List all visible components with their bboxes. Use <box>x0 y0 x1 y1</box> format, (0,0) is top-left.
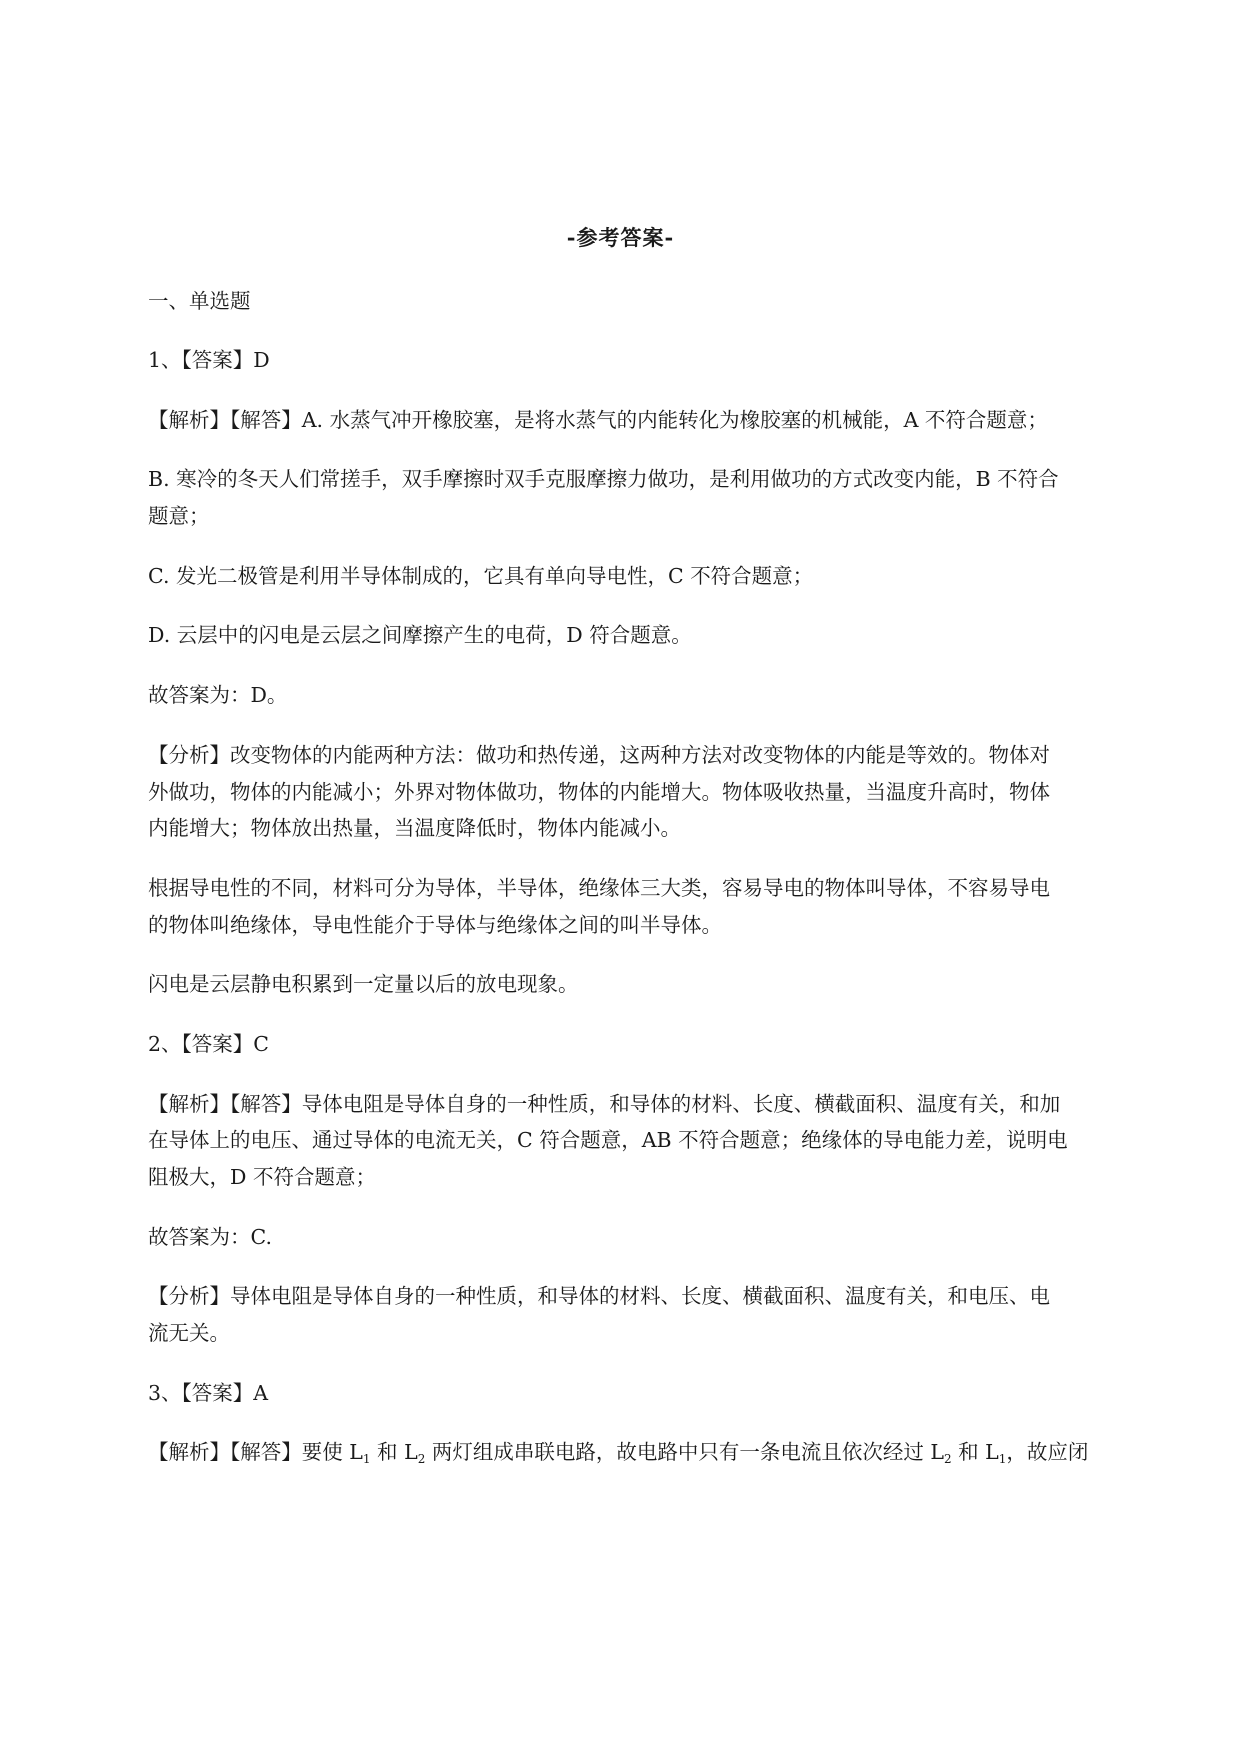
subscript: 2 <box>943 1452 952 1466</box>
q3-line-1 <box>148 1440 1093 1466</box>
q1-line-4: C. 发光二极管是利用半导体制成的，它具有单向导电性，C 不符合题意； <box>148 564 814 588</box>
q2-line-2: 在导体上的电压、通过导体的电流无关，C 符合题意，AB 不符合题意；绝缘体的导电能力差，说明电 <box>148 1128 1068 1152</box>
q2-line-5: 【分析】导体电阻是导体自身的一种性质，和导体的材料、长度、横截面积、温度有关，和电压、电 <box>148 1284 1050 1308</box>
page-title: -参考答案- <box>566 225 675 250</box>
q3-text-part: 和 L <box>951 1440 999 1464</box>
q3-text-part: 和 L <box>370 1440 418 1464</box>
q1-line-6: 故答案为：D。 <box>148 683 288 707</box>
q2-line-1: 【解析】【解答】导体电阻是导体自身的一种性质，和导体的材料、长度、横截面积、温度有关，和加 <box>148 1092 1061 1116</box>
q1-line-7: 【分析】改变物体的内能两种方法：做功和热传递，这两种方法对改变物体的内能是等效的。物体对 <box>148 743 1050 767</box>
q1-line-9: 内能增大；物体放出热量，当温度降低时，物体内能减小。 <box>148 816 681 840</box>
answer-3: 3、【答案】A <box>148 1381 269 1405</box>
q1-line-12: 闪电是云层静电积累到一定量以后的放电现象。 <box>148 972 579 996</box>
q2-line-3: 阻极大，D 不符合题意； <box>148 1165 376 1189</box>
q1-line-1: 【解析】【解答】A. 水蒸气冲开橡胶塞，是将水蒸气的内能转化为橡胶塞的机械能，A 不符合题意； <box>148 408 1048 432</box>
q1-line-3: 题意； <box>148 504 210 528</box>
q1-line-11: 的物体叫绝缘体，导电性能介于导体与绝缘体之间的叫半导体。 <box>148 913 722 937</box>
q3-text-part: ，故应闭 <box>1006 1440 1089 1464</box>
q3-text-part: 两灯组成串联电路，故电路中只有一条电流且依次经过 L <box>425 1440 944 1464</box>
subscript: 1 <box>362 1452 371 1466</box>
q2-line-6: 流无关。 <box>148 1321 230 1345</box>
q1-line-8: 外做功，物体的内能减小；外界对物体做功，物体的内能增大。物体吸收热量，当温度升高时，物体 <box>148 780 1050 804</box>
q2-line-4: 故答案为：C. <box>148 1225 272 1249</box>
section-heading: 一、单选题 <box>148 289 251 313</box>
answer-1: 1、【答案】D <box>148 348 270 372</box>
subscript: 1 <box>998 1452 1007 1466</box>
q1-line-10: 根据导电性的不同，材料可分为导体，半导体，绝缘体三大类，容易导电的物体叫导体，不容易导电 <box>148 876 1050 900</box>
q1-line-5: D. 云层中的闪电是云层之间摩擦产生的电荷，D 符合题意。 <box>148 623 692 647</box>
q3-text-part: 【解析】【解答】要使 L <box>148 1440 363 1464</box>
subscript: 2 <box>417 1452 426 1466</box>
q1-line-2: B. 寒冷的冬天人们常搓手，双手摩擦时双手克服摩擦力做功，是利用做功的方式改变内能，B 不符合 <box>148 467 1059 491</box>
answer-2: 2、【答案】C <box>148 1032 269 1056</box>
